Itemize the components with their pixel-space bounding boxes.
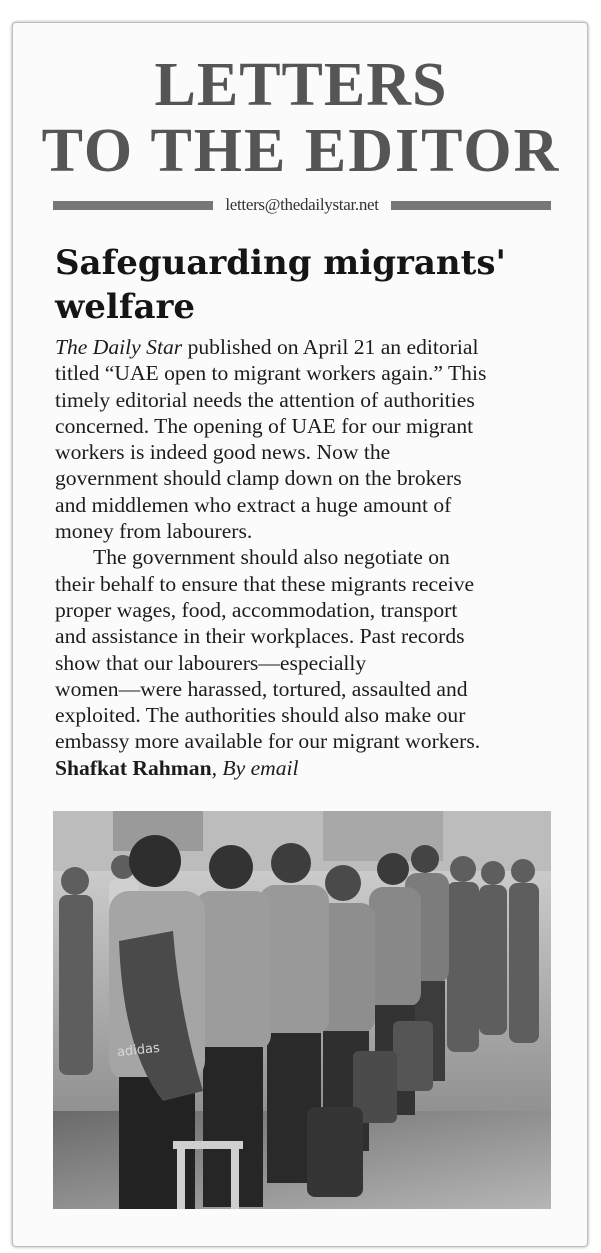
body-line: government should clamp down on the brokers — [55, 466, 462, 491]
trolley-handle — [231, 1147, 239, 1209]
body-line: embassy more available for our migrant workers. — [55, 729, 481, 754]
publication-name: The Daily Star — [55, 335, 183, 359]
photo-illustration — [53, 811, 551, 1209]
letters-card — [12, 22, 588, 1247]
email-rule-row — [53, 193, 551, 217]
body-line: exploited. The authorities should also make our — [55, 703, 466, 728]
body-line: and middlemen who extract a huge amount of — [55, 492, 452, 517]
body-line: and assistance in their workplaces. Past records — [55, 624, 465, 649]
letter-headline — [55, 241, 575, 329]
bag-print-text: adidas — [116, 1040, 161, 1061]
body-line: workers is indeed good news. Now the — [55, 440, 391, 465]
body-line: show that our labourers—especially — [55, 650, 367, 675]
travel-bag — [307, 1107, 363, 1197]
trolley-handle — [177, 1147, 185, 1209]
headline-line-2: welfare — [55, 287, 196, 327]
body-line: The Daily Star published on April 21 an editorial — [55, 335, 479, 359]
migrant-workers-photo — [53, 811, 551, 1209]
body-line: The government should also negotiate on — [93, 545, 450, 570]
masthead-line-2: TO THE EDITOR — [41, 117, 561, 185]
suitcase — [393, 1021, 433, 1091]
body-line: timely editorial needs the attention of authorities — [55, 387, 475, 412]
body-line: concerned. The opening of UAE for our migrant — [55, 413, 474, 438]
author-name: Shafkat Rahman — [55, 755, 212, 780]
rule-left — [53, 201, 213, 210]
body-line: titled “UAE open to migrant workers again.” This — [55, 361, 487, 386]
author-suffix: , By email — [211, 755, 299, 780]
body-line: proper wages, food, accommodation, transport — [55, 597, 458, 622]
body-line: money from labourers. — [55, 519, 253, 544]
signature-line — [55, 755, 575, 781]
headline-line-1: Safeguarding migrants' — [55, 243, 506, 283]
letter-body — [55, 334, 575, 781]
body-line: their behalf to ensure that these migrants receive — [55, 571, 475, 596]
editor-email-link[interactable]: letters@thedailystar.net — [225, 195, 379, 214]
masthead-line-1: LETTERS — [154, 51, 448, 119]
body-line: women—were harassed, tortured, assaulted and — [55, 676, 468, 701]
rule-right — [391, 201, 551, 210]
